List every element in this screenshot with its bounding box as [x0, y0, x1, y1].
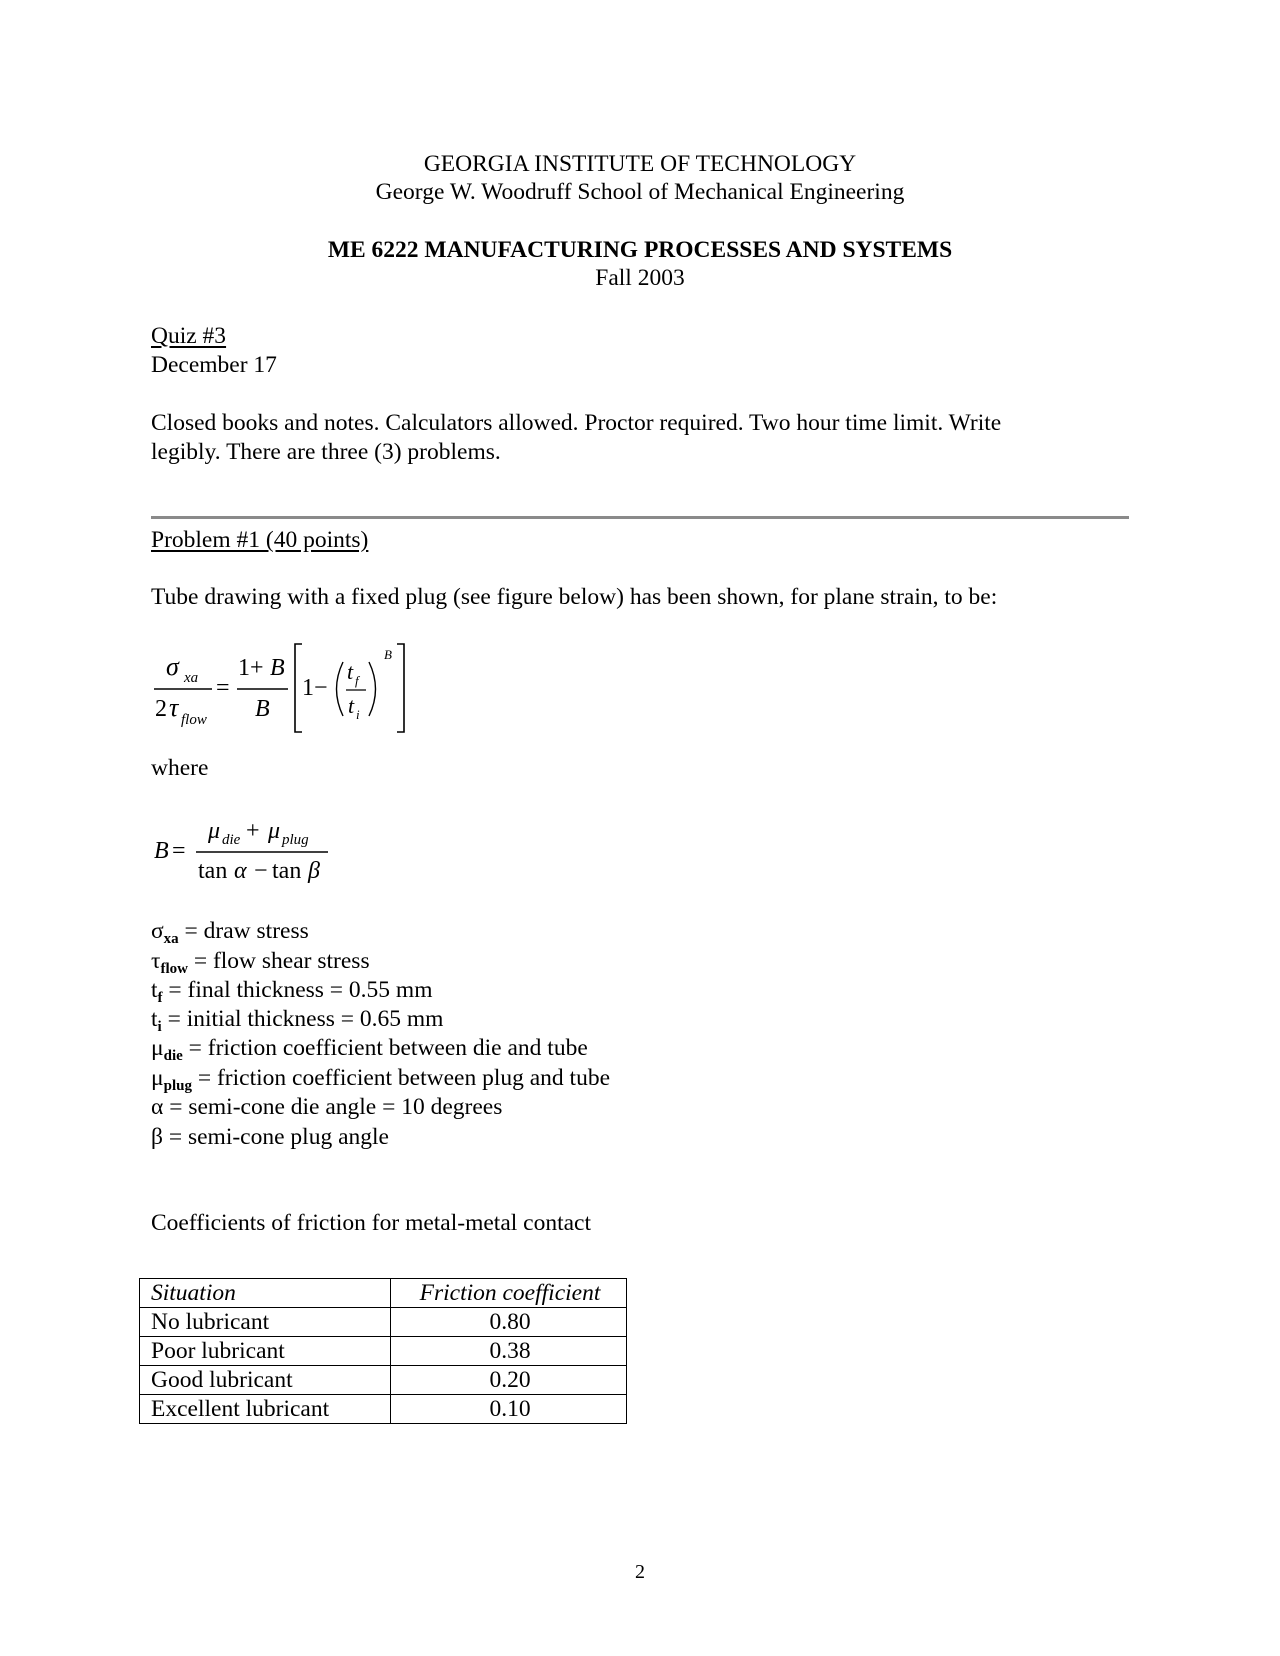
eq-t-f: t: [347, 659, 354, 684]
definition-final-thickness: $t_f$ = final thickness = 0.55 mm: [151, 977, 433, 1006]
eq-left-bracket: [295, 644, 302, 732]
cell-situation: Poor lubricant: [140, 1337, 391, 1366]
cell-situation: Excellent lubricant: [140, 1395, 391, 1424]
eq2-beta: β: [308, 858, 320, 884]
institute-title: GEORGIA INSTITUTE OF TECHNOLOGY: [423, 151, 857, 177]
eq2-alpha: α: [234, 858, 247, 884]
eq-left-paren: [337, 662, 344, 716]
eq-exponent-b: B: [384, 647, 392, 662]
eq2-tan-1: tan: [198, 858, 228, 884]
definition-mu-plug: $\mu_{plug}$ = friction coefficient between plug and tube: [151, 1065, 611, 1094]
eq2-mu-plug: μ: [268, 818, 281, 844]
table-row: [140, 1337, 627, 1366]
cell-coefficient: 0.20: [391, 1366, 627, 1395]
eq2-sub-die: die: [222, 832, 241, 848]
instructions-line-2: legibly. There are three (3) problems.: [151, 439, 501, 465]
eq-right-bracket: [397, 644, 404, 732]
table-row: [140, 1395, 627, 1424]
eq2-plus: +: [246, 818, 260, 844]
school-name: George W. Woodruff School of Mechanical Engineering: [375, 179, 905, 205]
header-situation: Situation: [140, 1279, 391, 1308]
cell-situation: Good lubricant: [140, 1366, 391, 1395]
definition-beta: β = semi-cone plug angle: [151, 1124, 389, 1150]
eq2-b: B: [154, 838, 169, 864]
eq-equals: =: [216, 675, 230, 701]
eq-right-paren: [369, 662, 376, 716]
eq-b-top: B: [270, 655, 285, 681]
header-friction-coefficient: Friction coefficient: [391, 1279, 627, 1308]
cell-coefficient: 0.10: [391, 1395, 627, 1424]
section-divider: [151, 516, 1129, 519]
friction-table: [139, 1278, 627, 1424]
eq-t-i: t: [348, 693, 355, 718]
page-number: 2: [635, 1561, 645, 1583]
quiz-title: Quiz #3: [151, 323, 227, 349]
eq-sub-f: f: [355, 673, 359, 688]
term: Fall 2003: [595, 265, 685, 291]
definition-draw-stress: $\sigma_{xa}$ = draw stress: [151, 918, 309, 947]
cell-situation: No lubricant: [140, 1308, 391, 1337]
definition-initial-thickness: $t_i$ = initial thickness = 0.65 mm: [151, 1006, 444, 1035]
eq2-sub-plug: plug: [282, 832, 309, 848]
table-caption: Coefficients of friction for metal-metal contact: [151, 1210, 592, 1236]
definition-flow-shear: $\tau_{flow}$ = flow shear stress: [151, 948, 370, 977]
table-row: [140, 1308, 627, 1337]
eq-tau: τ: [169, 693, 179, 722]
eq-sigma: σ: [166, 652, 179, 681]
quiz-date: December 17: [151, 352, 277, 378]
eq-b-bottom: B: [255, 696, 270, 722]
definition-mu-die: $\mu_{die}$ = friction coefficient between die and tube: [151, 1035, 588, 1064]
b-definition-equation: [150, 812, 340, 892]
where-label: where: [151, 755, 209, 781]
table-row: [140, 1366, 627, 1395]
eq2-tan-2: tan: [272, 858, 302, 884]
eq-sub-xa: xa: [184, 670, 199, 686]
problem-intro: Tube drawing with a fixed plug (see figure below) has been shown, for plane strain, to be:: [151, 584, 998, 610]
draw-stress-equation: [150, 638, 420, 738]
course-title: ME 6222 MANUFACTURING PROCESSES AND SYSTEMS: [327, 237, 953, 263]
eq-sub-flow: flow: [181, 712, 207, 728]
cell-coefficient: 0.80: [391, 1308, 627, 1337]
table-header-row: [140, 1279, 627, 1308]
cell-coefficient: 0.38: [391, 1337, 627, 1366]
eq-one-minus: 1−: [302, 675, 328, 701]
eq-one-plus: 1+: [238, 655, 264, 681]
eq-sub-i: i: [356, 707, 360, 722]
eq-two: 2: [155, 696, 167, 722]
eq2-mu-die: μ: [208, 818, 221, 844]
instructions-line-1: Closed books and notes. Calculators allowed. Proctor required. Two hour time limit. Write: [151, 410, 1002, 436]
eq2-minus: −: [254, 858, 268, 884]
eq2-equals: =: [172, 838, 186, 864]
problem-title: Problem #1 (40 points): [151, 527, 369, 553]
definition-alpha: α = semi-cone die angle = 10 degrees: [151, 1094, 503, 1120]
